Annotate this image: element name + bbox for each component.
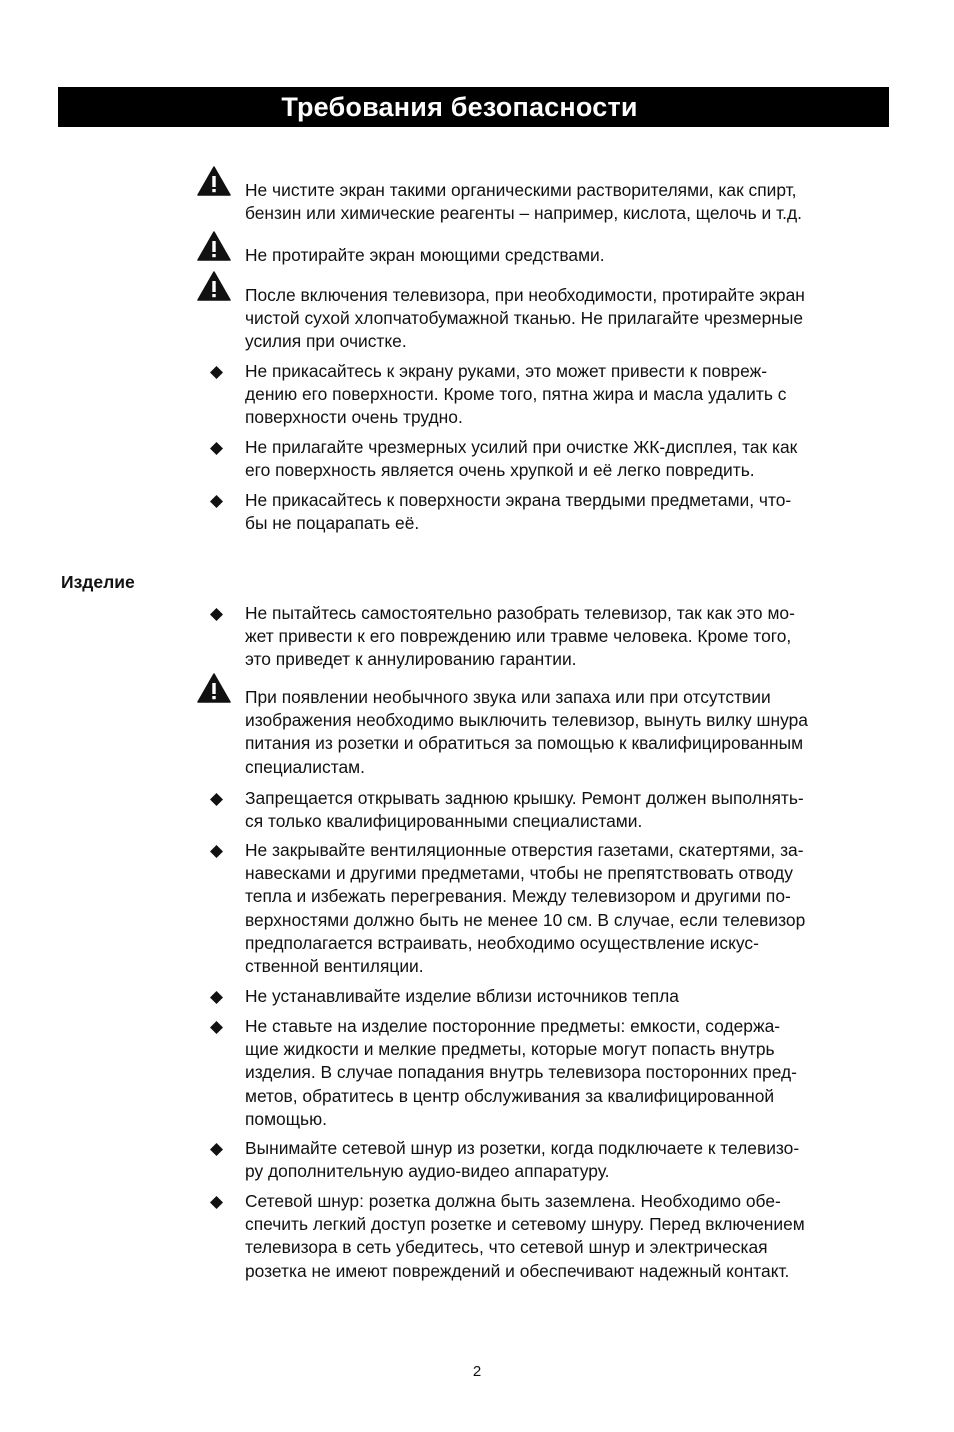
diamond-bullet-icon bbox=[210, 442, 223, 455]
list-item bbox=[197, 360, 937, 430]
list-item-line: спечить легкий доступ розетке и сетевому шнуру. Перед включением bbox=[245, 1214, 805, 1235]
list-item-line: изделия. В случае попадания внутрь телевизора посторонних пред- bbox=[245, 1062, 797, 1083]
list-item bbox=[197, 839, 937, 978]
list-item-line: бензин или химические реагенты – например, кислота, щелочь и т.д. bbox=[245, 203, 802, 224]
list-item-line: телевизора в сеть убедитесь, что сетевой шнур и электрическая bbox=[245, 1237, 768, 1258]
list-item-line: Сетевой шнур: розетка должна быть заземлена. Необходимо обе- bbox=[245, 1191, 781, 1211]
list-item bbox=[197, 489, 937, 535]
diamond-bullet-icon bbox=[210, 845, 223, 858]
diamond-bullet-icon bbox=[210, 366, 223, 379]
list-item-line: ру дополнительную аудио-видео аппаратуру. bbox=[245, 1161, 610, 1182]
list-item-line: навесками и другими предметами, чтобы не препятствовать отводу bbox=[245, 863, 793, 884]
list-item bbox=[197, 179, 937, 225]
list-item-line: его поверхность является очень хрупкой и её легко повредить. bbox=[245, 460, 755, 481]
list-item-line: При появлении необычного звука или запаха или при отсутствии bbox=[245, 687, 771, 707]
list-item bbox=[197, 602, 937, 672]
diamond-bullet-icon bbox=[210, 793, 223, 806]
list-item-line: Не чистите экран такими органическими растворителями, как спирт, bbox=[245, 180, 797, 200]
list-item-line: После включения телевизора, при необходимости, протирайте экран bbox=[245, 285, 805, 305]
page-title-bar bbox=[58, 87, 889, 127]
list-item-line: Вынимайте сетевой шнур из розетки, когда подключаете к телевизо- bbox=[245, 1138, 800, 1158]
list-item-line: жет привести к его повреждению или травме человека. Кроме того, bbox=[245, 626, 792, 647]
list-item-line: Не прилагайте чрезмерных усилий при очистке ЖК-дисплея, так как bbox=[245, 437, 798, 457]
list-item-line: ственной вентиляции. bbox=[245, 956, 424, 977]
diamond-bullet-icon bbox=[210, 495, 223, 508]
list-item-line: усилия при очистке. bbox=[245, 331, 407, 352]
list-item-line: тепла и избежать перегревания. Между телевизором и другими по- bbox=[245, 886, 791, 907]
diamond-bullet-icon bbox=[210, 1021, 223, 1034]
list-item-line: ся только квалифицированными специалистами. bbox=[245, 811, 643, 832]
list-item-line: верхностями должно быть не менее 10 см. В случае, если телевизор bbox=[245, 909, 806, 930]
list-item bbox=[197, 787, 937, 833]
list-item-line: изображения необходимо выключить телевизор, вынуть вилку шнура bbox=[245, 710, 808, 731]
warning-icon bbox=[197, 673, 231, 703]
page-number: 2 bbox=[472, 1363, 482, 1380]
list-item bbox=[197, 436, 937, 482]
list-item-line: специалистам. bbox=[245, 756, 365, 777]
diamond-bullet-icon bbox=[210, 608, 223, 621]
list-item bbox=[197, 686, 937, 779]
list-item-line: Не пытайтесь самостоятельно разобрать телевизор, так как это мо- bbox=[245, 603, 795, 623]
list-item-line: Не протирайте экран моющими средствами. bbox=[245, 245, 605, 265]
list-item-line: питания из розетки и обратиться за помощью к квалифицированным bbox=[245, 733, 804, 754]
list-item-line: Не устанавливайте изделие вблизи источников тепла bbox=[245, 986, 679, 1006]
list-item bbox=[197, 1137, 937, 1183]
list-item-line: розетка не имеют повреждений и обеспечивают надежный контакт. bbox=[245, 1260, 790, 1281]
list-item bbox=[197, 1015, 937, 1131]
list-item bbox=[197, 1190, 937, 1283]
list-item-line: чистой сухой хлопчатобумажной тканью. Не прилагайте чрезмерные bbox=[245, 308, 804, 329]
warning-icon bbox=[197, 231, 231, 261]
list-item bbox=[197, 244, 937, 267]
list-item-line: Не ставьте на изделие посторонние предметы: емкости, содержа- bbox=[245, 1016, 781, 1036]
list-item-line: Не закрывайте вентиляционные отверстия газетами, скатертями, за- bbox=[245, 840, 804, 860]
list-item-line: Не прикасайтесь к экрану руками, это может привести к повреж- bbox=[245, 361, 767, 381]
list-item-line: это приведет к аннулированию гарантии. bbox=[245, 649, 577, 670]
list-item-line: дению его поверхности. Кроме того, пятна жира и масла удалить с bbox=[245, 384, 787, 405]
diamond-bullet-icon bbox=[210, 1143, 223, 1156]
list-item-line: бы не поцарапать её. bbox=[245, 513, 420, 534]
list-item bbox=[197, 985, 937, 1008]
list-item-line: поверхности очень трудно. bbox=[245, 407, 463, 428]
list-item bbox=[197, 284, 937, 354]
list-item-line: щие жидкости и мелкие предметы, которые могут попасть внутрь bbox=[245, 1039, 775, 1060]
list-item-line: предполагается встраивать, необходимо осуществление искус- bbox=[245, 932, 759, 953]
list-item-line: Запрещается открывать заднюю крышку. Ремонт должен выполнять- bbox=[245, 788, 804, 808]
diamond-bullet-icon bbox=[210, 1196, 223, 1209]
page-title: Требования безопасности bbox=[281, 91, 638, 122]
section-heading-product: Изделие bbox=[61, 572, 135, 592]
warning-icon bbox=[197, 271, 231, 301]
list-item-line: Не прикасайтесь к поверхности экрана твердыми предметами, что- bbox=[245, 490, 792, 510]
diamond-bullet-icon bbox=[210, 991, 223, 1004]
list-item-line: помощью. bbox=[245, 1108, 327, 1129]
warning-icon bbox=[197, 166, 231, 196]
list-item-line: метов, обратитесь в центр обслуживания за квалифицированной bbox=[245, 1085, 775, 1106]
